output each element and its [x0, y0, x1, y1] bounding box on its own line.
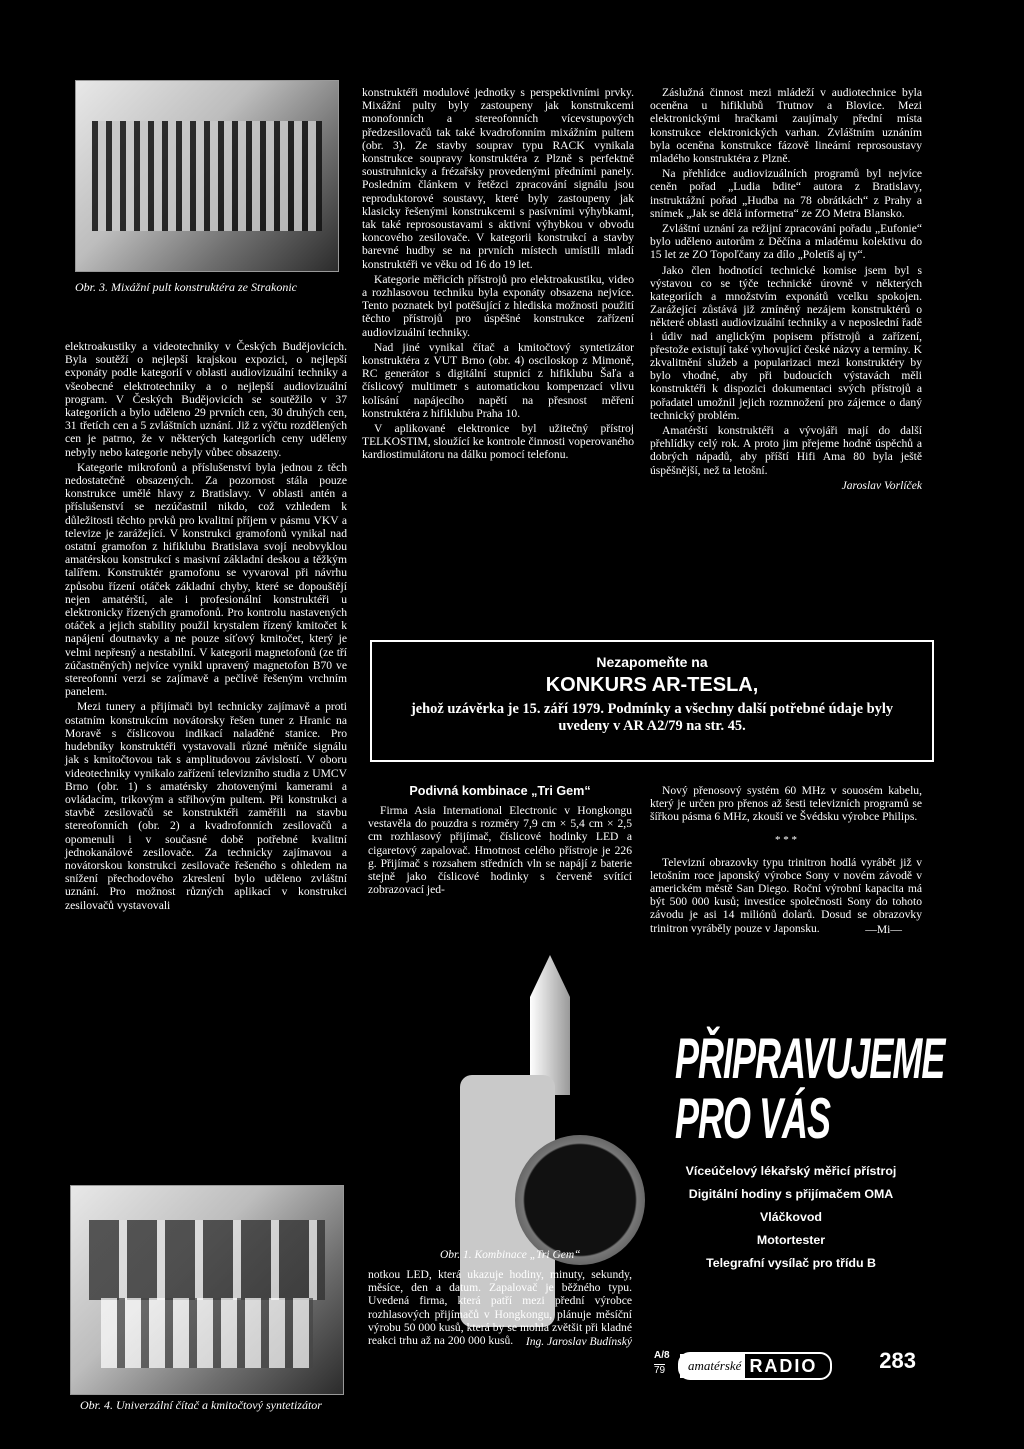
news-divider: * * *: [775, 833, 797, 846]
col3-paragraph: Na přehlídce audiovizuálních programů byl nejvíce ceněn pořad „Ludia bdite“ autora z Bratislavy, instruktážní pořad „Hudba na 78 obrátkách“ z Prahy a snímek „Jak se dělá informetra“ ze ZO Metra Blansko.: [650, 167, 922, 220]
trigem-dial: [515, 1135, 645, 1265]
col3-paragraph: Amatérští konstruktéři a vývojáři mají do další přehlídky celý rok. A proto jim přejeme hodně úspěchů a dobrých nápadů, aby příští Hifi Ama 80 byla ještě úspěšnější, než ta letošní.: [650, 424, 922, 477]
footer: [652, 1348, 922, 1388]
col2-paragraph: Kategorie měřicích přístrojů pro elektroakustiku, video a rozhlasovou techniku byla exponáty obsazena nejvíce. Tento poznatek byl potěšující z hlediska možnosti použití těchto přístrojů pro úspěšné konstrukce zařízení audiovizuální techniky.: [362, 272, 634, 339]
pripravujeme-item: Víceúčelový lékařský měřicí přístroj: [685, 1164, 897, 1178]
news-item-2: Televizní obrazovky typu trinitron hodlá vyrábět již v letošním roce japonský výrobce Sony v novém závodě v americkém městě San Diego. Roční výrobní kapacita má být 500 000 kusů; investice společnosti Sony do tohoto závodu je asi 14 miliónů dolarů. Dosud se obrazovky trinitron vyráběly pouze v Japonsku.: [650, 855, 922, 935]
trigem-author: Ing. Jaroslav Budínský: [525, 1335, 632, 1349]
konkurs-line3: jehož uzávěrka je 15. září 1979. Podmínky a všechny další potřebné údaje byly uvedeny v AR A2/79 na str. 45.: [410, 701, 894, 734]
magazine-logo-word: RADIO: [749, 1355, 818, 1376]
col2-paragraph: konstruktéři modulové jednotky s perspektivními prvky. Mixážní pulty byly zastoupeny jak konstrukcemi monofonních a stereofonních vícevstupových předzesilovačů tak také kvadrofonním mixážním pultem (obr. 3). Ze stavby souprav typu RACK vynikala konstrukce soupravy konstruktéra z Plzně s perfektně soustruhnicky a frézařsky provedenými předními panely. Posledním článkem v řetězci zpracování signálu jsou reproduktorové soustavy, které byly zastoupeny jak klasicky řešenými konstrukcemi s pasívními výhybkami, tak také reprosoustavami s aktivní výhybkou v obvodu koncového zesilovače. V kategorii konstrukcí a stavby barevné hudby se na prvních místech umístili mladí konstruktéři ve věku od 16 do 19 let.: [362, 86, 634, 271]
issue-year: 79: [654, 1365, 666, 1376]
pripravujeme-block: [675, 1025, 945, 1170]
trigem-continued: [368, 1268, 632, 1348]
col3-paragraph: Zvláštní uznání za režijní zpracování pořadu „Eufonie“ bylo uděleno autorům z Děčína a mladému kolektivu do 15 let ze ZO Topoľčany za dílo „Poletíš aj ty“.: [650, 222, 922, 262]
figure-3-caption: Obr. 3. Mixážní pult konstruktéra ze Strakonic: [75, 280, 297, 294]
col2-paragraph: V aplikované elektronice byl užitečný přístroj TELKOSTIM, sloužící ke kontrole činnosti voperovaného kardiostimulátoru na dálku pomocí telefonu.: [362, 422, 634, 462]
pripravujeme-line2: PRO VÁS: [675, 1085, 831, 1151]
column-2: [362, 86, 634, 464]
konkurs-line2: KONKURS AR-TESLA,: [545, 674, 759, 696]
figure-4-photo: [70, 1185, 344, 1395]
col1-paragraph: elektroakustiky a videotechniky v Českých Budějovicích. Byla soutěží o nejlepší krajskou expozici, o nejlepší exponáty podle kategorií v oblasti audiovizuální techniky a všeobecné elektrotechniky a o nejlepší audiovizuální program. V Českých Budějovicích se soutěžilo v 37 kategoriích a bylo uděleno 29 prvních cen, 30 druhých cen, 31 třetích cen a 5 zvláštních uznání. Již z výčtu rozdělených cen je patrno, že v některých kategoriích ceny uděleny nebyly nebo kategorie nebyly vůbec obsazeny.: [65, 340, 347, 459]
pripravujeme-item: Motortester: [756, 1233, 826, 1247]
figure-3-photo: [75, 80, 339, 272]
pripravujeme-item: Vláčkovod: [760, 1210, 822, 1224]
lighter-flame-illustration: [530, 955, 570, 1095]
news-item-2-sign: —Mi—: [865, 922, 902, 936]
col1-paragraph: Kategorie mikrofonů a příslušenství byla jednou z těch nedostatečně obsazených. Za pozornost stála pouze konstrukce umělé hlavy z Bratislavy. V oblasti antén a příslušenství se nezúčastnil nikdo, což vzhledem k důležitosti těchto prvků pro kvalitní příjem v pásmu VKV a televize je zarážející. V konstrukci gramofonů vynikal nad ostatní gramofon z hifiklubu Bratislava svojí neobvyklou amatérskou konstrukcí s masivní základní deskou a těžkým talířem. Konstruktér gramofonu se vyvaroval při návrhu způsobu řízení otáček základní chyby, které se dopouštějí nejen amatérští, ale i profesionální konstruktéři u elektronicky řízených gramofonů. Pro kontrolu nastavených otáček a jejich stability použil krystalem řízený kmitočet k napájení doutnavky a ne pouze síťový kmitočet, který je velmi nepřesný a nestabilní. V kategorii magnetofonů (ze tří zúčastněných) nejvíce vynikl upravený magnetofon B70 ve stereofonní verzi se zajímavě a pečlivě řešeným vrchním panelem.: [65, 460, 347, 699]
figure-1-caption: Obr. 1. Kombinace „Tri Gem“: [440, 1249, 581, 1261]
news-item-1: Nový přenosový systém 60 MHz v souosém kabelu, který je určen pro přenos až šesti televizních programů se šířkou pásma 6 MHz, zkouší ve Švédsku výrobce Philips.: [650, 784, 922, 824]
trigem-text: Firma Asia International Electronic v Hongkongu vestavěla do pouzdra s rozměry 7,9 cm × 5,4 cm × 2,5 cm rozhlasový přijímač, číslicové hodinky LED a cigaretový zapalovač. Hmotnost celého přístroje je 226 g. Přijímač s rozsahem středních vln se napájí z baterie stejně jako číslicové hodinky s červeně svítící zobrazovací jed-: [368, 804, 632, 897]
page-number: 283: [879, 1348, 916, 1373]
magazine-logo-script: amatérské: [680, 1354, 745, 1378]
column-3: [650, 86, 922, 492]
pripravujeme-line1: PŘIPRAVUJEME: [675, 1025, 945, 1091]
counter-display: [89, 1220, 325, 1300]
magazine-logo: [678, 1352, 832, 1380]
col3-author: Jaroslav Vorlíček: [841, 478, 922, 492]
col3-paragraph: Záslužná činnost mezi mládeží v audiotechnice byla oceněna u hifiklubů Trutnov a Blovice. Mezi elektronickými hračkami zaujímaly přední místa konstrukce elektronických varhan. Zvláštním uznáním byla oceněna konstrukce fázově lineární reprosoustavy mladého konstruktéra z Plzně.: [650, 86, 922, 166]
konkurs-line1: Nezapomeňte na: [596, 654, 708, 670]
pripravujeme-list: [660, 1164, 922, 1271]
trigem-text2: notkou LED, která ukazuje hodiny, minuty, sekundy, měsíce, den a datum. Zapalovač je běžného typu. Uvedená firma, která patří mezi přední výrobce rozhlasových přijímačů v Hongkongu, plánuje měsíční výrobu 50 000 kusů, která by se mohla zvětšit při kladné reakci trhu až na 200 000 kusů.: [368, 1268, 632, 1348]
pripravujeme-item: Telegrafní vysílač pro třídu B: [706, 1256, 876, 1270]
pripravujeme-item: Digitální hodiny s přijímačem OMA: [688, 1187, 894, 1201]
mixer-illustration: [92, 121, 322, 231]
col3-paragraph: Jako člen hodnotící technické komise jsem byl s výstavou co se týče technické úrovně v některých kategoriích a množstvím exponátů vcelku spokojen. Zarážející zůstává již zmíněný nezájem konstruktérů o některé oblasti audiovizuální techniky a v neposlední řadě i údiv nad anglickým popisem přístrojů a zařízení, přestože existují také vyhovující české názvy a termíny. K zkvalitnění služeb a popularizaci mezi konstruktéry by bylo vhodné, aby při budoucích výstavách měli konstruktéři k dispozici dokumentaci svých přístrojů a pořadatel umožnil jejich rozmnožení pro zájemce o daný technický problém.: [650, 263, 922, 422]
news-column: [650, 784, 922, 936]
issue-number-top: A/8: [654, 1350, 670, 1361]
column-1: [65, 340, 347, 914]
trigem-title: Podivná kombinace „Tri Gem“: [409, 784, 591, 798]
figure-4-caption: Obr. 4. Univerzální čítač a kmitočtový syntetizátor: [80, 1398, 322, 1412]
col2-paragraph: Nad jiné vynikal čítač a kmitočtový syntetizátor konstruktéra z VUT Brno (obr. 4) osciloskop z Mimoně, RC generátor s digitální stupnicí z hifiklubu Šaľa a číslicový multimetr s automatickou kompenzací vlivu kolísání napájecího napětí na přesnost měření konstruktéra z hifiklubu Praha 10.: [362, 340, 634, 420]
konkurs-box: [370, 640, 934, 762]
trigem-section: [368, 784, 632, 898]
col1-paragraph: Mezi tunery a přijímači byl technicky zajímavě a proti ostatním konstrukcím novátorsky řešen tuner z Hranic na Moravě s číslicovou indikací naladěné stanice. Pro hudebníky konstruktéři vystavovali různé měniče signálu jak s kmitočtovou tak s amplitudovou závislostí. V oboru videotechniky vynikalo zařízení televizního studia z UMCV Brno (obr. 1) s amatérsky zhotovenými kamerami a ovládacím, trikovým a střihovým pultem. Při konstrukci a stavbě zesilovačů se konstruktéři zaměřili na stavbu stereofonních (obr. 2) a kvadrofonních zesilovačů a opomenuli i v současné době potřebné kvalitní jednokanálové zesilovače. Za technicky zajímavou a novátorskou konstrukci zesilovače řešeného s ohledem na snížení přechodového zkreslení bylo uděleno zvláštní uznání. Pro možnost různých aplikací v konstrukci zesilovačů vystavovali: [65, 700, 347, 912]
counter-keypad: [101, 1298, 313, 1368]
